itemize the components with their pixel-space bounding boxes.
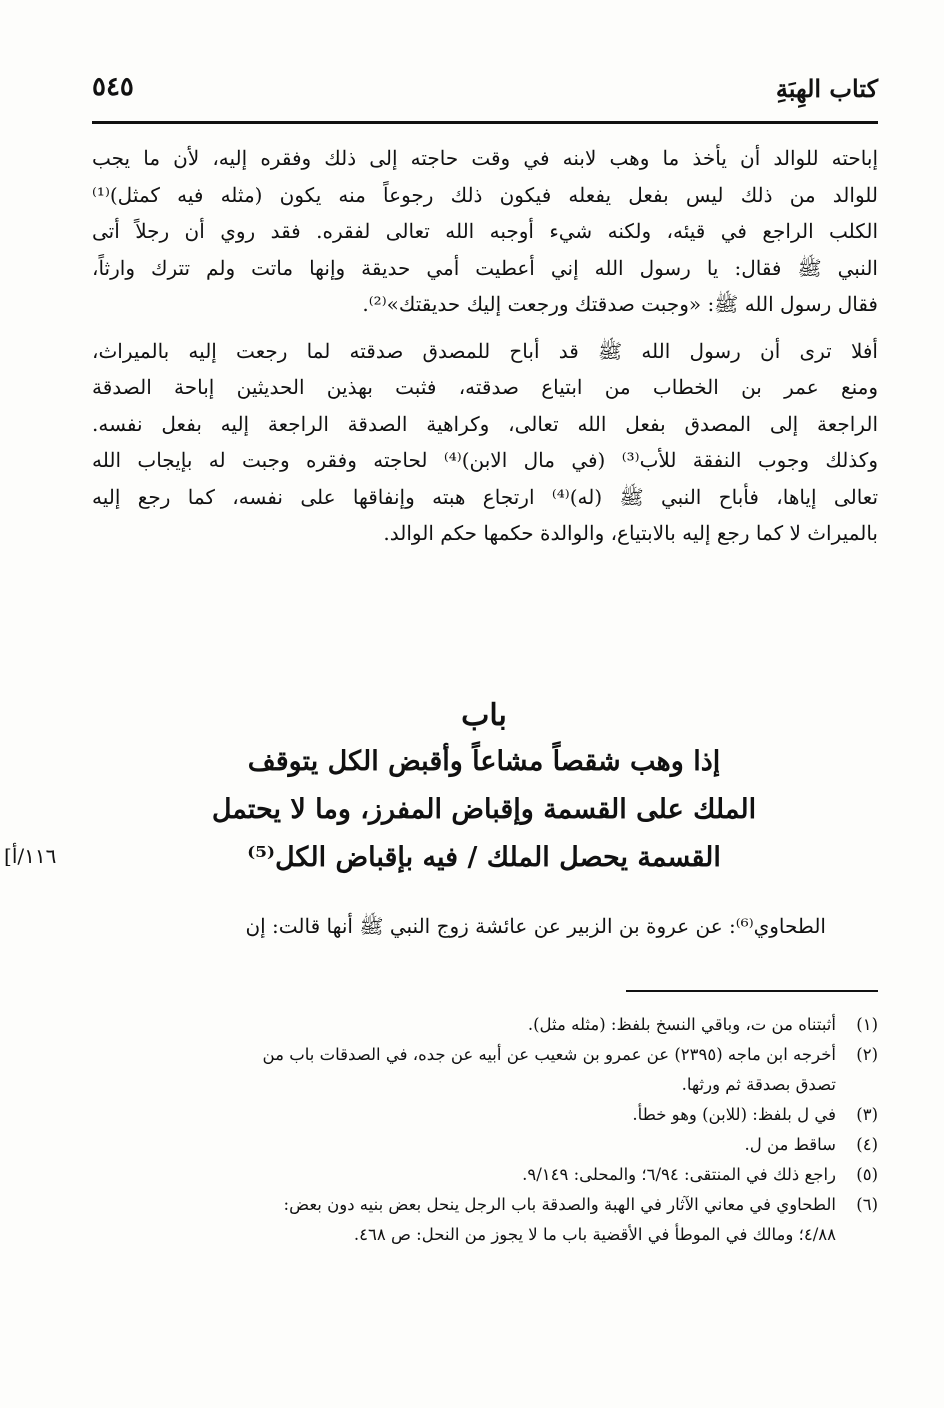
footnote-rule: [626, 990, 878, 992]
footnote-text: [92, 1130, 836, 1160]
text-line: الراجعة إلى المصدق بفعل الله تعالى، وكراهية الصدقة الراجعة إليه بفعل نفسه.: [92, 411, 878, 436]
footnote-number: (٦): [856, 1195, 878, 1214]
text-line: للوالد من ذلك ليس بفعل يفعله فيكون ذلك رجوعاً منه يكون (مثله فيه كمثل)⁽¹⁾: [92, 182, 878, 207]
footnote-text: [92, 1100, 836, 1130]
footnote-number: (٤): [856, 1135, 878, 1154]
text-line: وكذلك وجوب النفقة للأب⁽³⁾ (في مال الابن)⁽⁴⁾ لحاجته وفقره وجبت له بإيجاب الله: [92, 448, 878, 472]
footnote: [92, 1160, 878, 1190]
chapter-heading: [150, 694, 818, 882]
footnote-line: راجع ذلك في المنتقى: ٦/٩٤؛ والمحلى: ٩/١٤٩.: [522, 1165, 836, 1184]
paragraph-1: [92, 140, 878, 323]
text-line: إباحته للوالد أن يأخذ ما وهب لابنه في وقت حاجته إلى ذلك وفقره إليه، لأن ما يجب: [92, 146, 878, 170]
text-line: الكلب الراجع في قيئه، ولكنه شيء أوجبه الله تعالى لفقره. فقد روي أن رجلاً أتى: [92, 219, 878, 243]
footnote: [92, 1010, 878, 1040]
footnote-number: (٢): [856, 1045, 878, 1064]
text-line: النبي ﷺ فقال: يا رسول الله إني أعطيت أمي حديقة وإنها ماتت ولم تترك وارثاً،: [92, 255, 878, 280]
chapter-title-line: الملك على القسمة وإقباض المفرز، وما لا يحتمل: [211, 794, 757, 825]
text-line: تعالى إياها، فأباح النبي ﷺ (له)⁽⁴⁾ ارتجاع هبته وإنفاقها على نفسه، كما رجع إليه: [92, 484, 878, 509]
footnote-text: [92, 1190, 836, 1250]
chapter-title-line: القسمة يحصل الملك / فيه بإقباض الكل⁽⁵⁾: [247, 842, 721, 873]
running-header: [92, 70, 878, 116]
footnote-text: [92, 1160, 836, 1190]
main-text: [92, 140, 878, 552]
chapter-label: باب: [461, 698, 507, 733]
header-rule: [92, 121, 878, 124]
paragraph-3: الطحاوي⁽⁶⁾: عن عروة بن الزبير عن عائشة زوج النبي ﷺ أنها قالت: إن: [245, 914, 826, 938]
footnotes: [92, 1010, 878, 1250]
footnote: [92, 1190, 878, 1250]
text-line: ومنع عمر بن الخطاب من ابتياع صدقته، فثبت بهذين الحديثين إباحة الصدقة: [92, 375, 878, 399]
footnote-line: في ل بلفظ: (للابن) وهو خطأ.: [632, 1105, 836, 1124]
footnote-line: أخرجه ابن ماجه (٢٣٩٥) عن عمرو بن شعيب عن أبيه عن جده، في الصدقات باب من: [262, 1045, 836, 1064]
footnote-text: [92, 1040, 836, 1100]
footnote-number: (٣): [856, 1105, 878, 1124]
text-line: أفلا ترى أن رسول الله ﷺ قد أباح للمصدق صدقته لما رجعت إليه بالميراث،: [92, 338, 878, 363]
text-line: فقال رسول الله ﷺ: «وجبت صدقتك ورجعت إليك حديقتك»⁽²⁾.: [362, 292, 878, 316]
footnote-line: الطحاوي في معاني الآثار في الهبة والصدقة باب الرجل ينحل بعض بنيه دون بعض:: [283, 1195, 836, 1214]
page-number: ٥٤٥: [92, 72, 134, 102]
book-title: كتاب الهِبَةِ: [775, 74, 878, 103]
footnote-line: أثبتناه من ت، وباقي النسخ بلفظ: (مثله مثل).: [527, 1015, 836, 1034]
text-line: بالميراث لا كما رجع إليه بالابتياع، والوالدة حكمها حكم الوالد.: [383, 521, 878, 545]
chapter-title: [150, 738, 818, 882]
footnote-line: تصدق بصدقة ثم ورثها.: [681, 1075, 836, 1094]
footnote-line: ساقط من ل.: [744, 1135, 836, 1154]
footnote-line: ٤/٨٨؛ ومالك في الموطأ في الأقضية باب ما لا يجوز من النحل: ص ٤٦٨.: [353, 1225, 836, 1244]
footnote-number: (١): [856, 1015, 878, 1034]
footnote: [92, 1130, 878, 1160]
footnote: [92, 1100, 878, 1130]
paragraph-2: [92, 333, 878, 552]
footnote-number: (٥): [856, 1165, 878, 1184]
chapter-title-line: إذا وهب شقصاً مشاعاً وأقبض الكل يتوقف: [247, 746, 721, 777]
manuscript-folio-note: [١١٦/أ: [4, 844, 57, 868]
footnote: [92, 1040, 878, 1100]
footnote-text: [92, 1010, 836, 1040]
